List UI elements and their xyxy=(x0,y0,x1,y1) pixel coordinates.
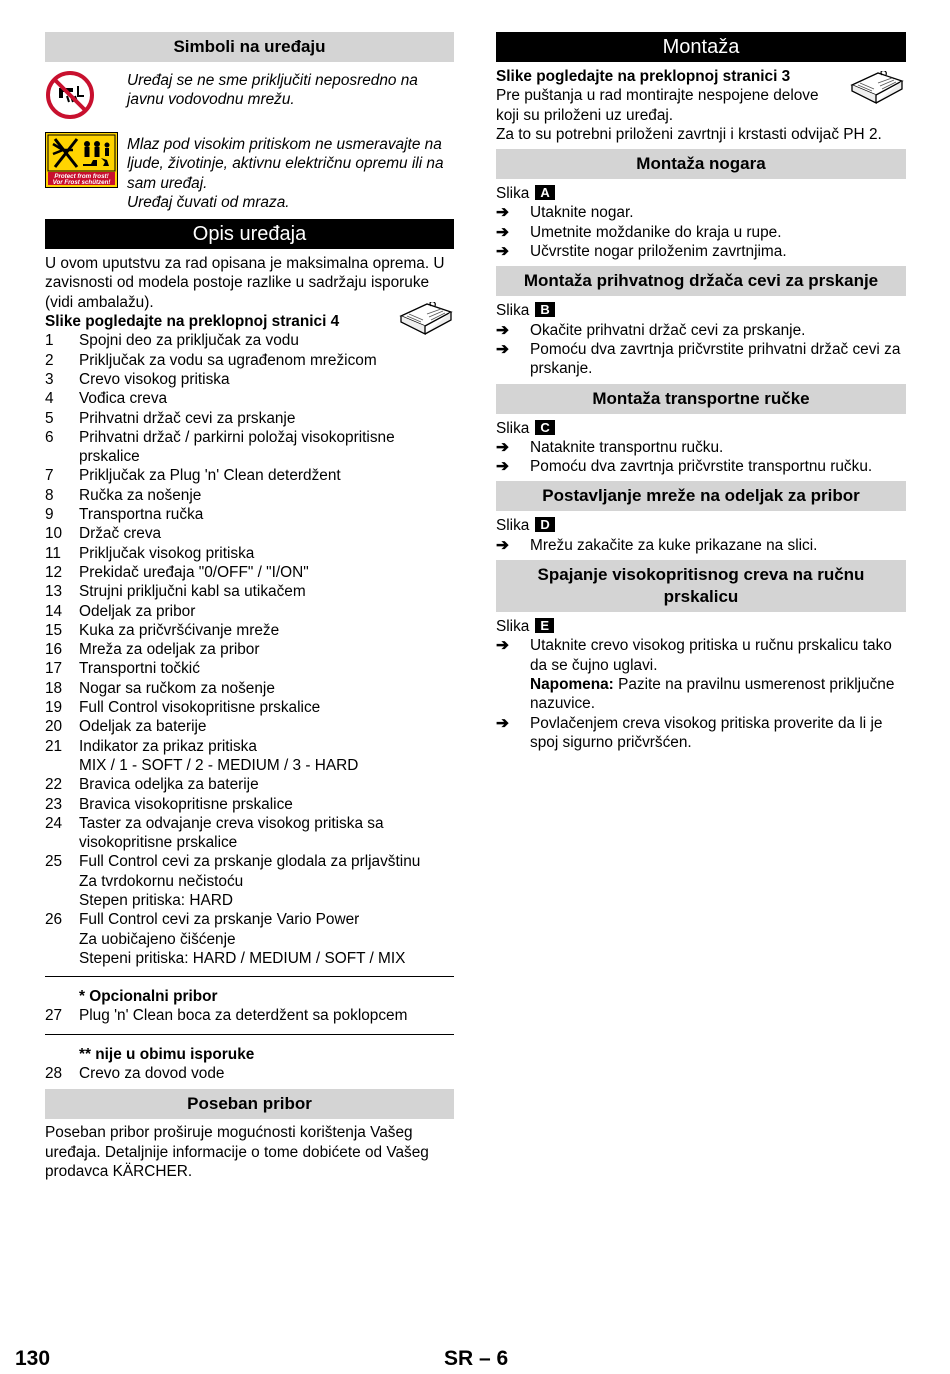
arrow-right-icon: ➔ xyxy=(496,536,509,554)
list-item: ➔ Pomoću dva zavrtnja pričvrstite prihvatni držač cevi za prskanje. xyxy=(496,340,901,378)
list-item: 25 Full Control cevi za prskanje glodala za prljavštinu Za tvrdokornu nečistoću Stepen pritiska: HARD xyxy=(45,853,421,909)
list-item: 21 Indikator za prikaz pritiska MIX / 1 - SOFT / 2 - MEDIUM / 3 - HARD xyxy=(45,737,359,774)
opis-heading: Opis uređaja xyxy=(45,219,454,249)
figure-label-b: B xyxy=(535,302,554,317)
list-item: ➔ Umetnite moždanike do kraja u rupe. xyxy=(496,223,782,241)
poseban-heading: Poseban pribor xyxy=(45,1089,454,1119)
arrow-right-icon: ➔ xyxy=(496,438,509,456)
list-item: 12 Prekidač uređaja "0/OFF" / "I/ON" xyxy=(45,563,309,581)
list-item: 7 Priključak za Plug 'n' Clean deterdžent xyxy=(45,467,341,485)
list-item: 24 Taster za odvajanje creva visokog pritiska sa visokopritisne prskalice xyxy=(45,814,384,852)
figure-ref-d: Slika D xyxy=(496,516,906,535)
optional-accessories-heading: * Opcionalni pribor xyxy=(79,988,218,1006)
list-item: 20 Odeljak za baterije xyxy=(45,718,207,736)
list-item: 9 Transportna ručka xyxy=(45,506,204,524)
divider xyxy=(45,1034,454,1035)
list-item: 10 Držač creva xyxy=(45,525,162,543)
page-number: 130 xyxy=(15,1347,51,1370)
symbol-no-water-mains xyxy=(45,71,454,123)
list-item: 1 Spojni deo za priključak za vodu xyxy=(45,332,299,350)
list-item: ➔ Pomoću dva zavrtnja pričvrstite transportnu ručku. xyxy=(496,458,873,476)
rucka-heading: Montaža transportne ručke xyxy=(496,384,906,414)
no-direct-water-connection-icon xyxy=(45,70,95,120)
opis-figure-ref xyxy=(45,312,454,331)
list-item: 2 Priključak za vodu sa ugrađenom mrežicom xyxy=(45,351,377,369)
symbol-high-pressure-warning xyxy=(45,135,454,212)
drzac-heading: Montaža prihvatnog držača cevi za prskanje xyxy=(496,266,906,296)
figure-label-c: C xyxy=(535,420,554,435)
figure-ref-a: Slika A xyxy=(496,184,906,203)
list-item: 13 Strujni priključni kabl sa utikačem xyxy=(45,583,306,601)
list-item: ➔ Mrežu zakačite za kuke prikazane na slici. xyxy=(496,536,818,554)
note: Napomena: Pazite na pravilnu usmerenost priključne nazuvice. xyxy=(530,675,895,713)
list-item: 18 Nogar sa ručkom za nošenje xyxy=(45,679,275,697)
symbol1-text: Uređaj se ne sme priključiti neposredno na javnu vodovodnu mrežu. xyxy=(127,72,418,109)
list-item: ➔ Učvrstite nogar priloženim zavrtnjima. xyxy=(496,243,787,261)
figure-ref-e: Slika E xyxy=(496,617,906,636)
figure-label-a: A xyxy=(535,185,554,200)
mreza-heading: Postavljanje mreže na odeljak za pribor xyxy=(496,481,906,511)
list-item: 28 Crevo za dovod vode xyxy=(45,1065,225,1083)
arrow-right-icon: ➔ xyxy=(496,458,509,476)
list-item: 16 Mreža za odeljak za pribor xyxy=(45,641,260,659)
arrow-right-icon: ➔ xyxy=(496,321,509,339)
frost-label-en: Protect from frost! xyxy=(54,173,109,180)
arrow-right-icon: ➔ xyxy=(496,340,509,358)
divider xyxy=(45,976,454,977)
list-item: 27 Plug 'n' Clean boca za deterdžent sa poklopcem xyxy=(45,1007,408,1025)
arrow-right-icon: ➔ xyxy=(496,243,509,261)
figure-ref-b: Slika B xyxy=(496,301,906,320)
montaza-heading: Montaža xyxy=(496,32,906,62)
open-book-icon xyxy=(848,71,906,107)
list-item: 26 Full Control cevi za prskanje Vario Power Za uobičajeno čišćenje Stepeni pritiska: HARD / MEDIUM / SOFT / MIX xyxy=(45,911,406,967)
list-item: ➔ Povlačenjem creva visokog pritiska proverite da li je spoj sigurno pričvršćen. xyxy=(496,714,883,751)
list-item: 15 Kuka za pričvršćivanje mreže xyxy=(45,621,280,639)
opis-bold-line: Slike pogledajte na preklopnoj stranici 4 xyxy=(45,313,340,331)
list-item: ➔ Nataknite transportnu ručku. xyxy=(496,438,724,456)
parts-list xyxy=(45,331,454,968)
list-item: 23 Bravica visokopritisne prskalice xyxy=(45,795,293,813)
figure-label-d: D xyxy=(535,517,554,532)
list-item: 22 Bravica odeljka za baterije xyxy=(45,776,259,794)
symbols-heading: Simboli na uređaju xyxy=(45,32,454,62)
arrow-right-icon: ➔ xyxy=(496,714,509,732)
list-item: 11 Priključak visokog pritiska xyxy=(45,544,255,562)
list-item: ➔ Utaknite nogar. xyxy=(496,204,634,222)
right-column xyxy=(496,32,906,752)
opis-paragraph: U ovom uputstvu za rad opisana je maksimalna oprema. U zavisnosti od modela postoje razlike u sadržaju isporuke (vidi ambalažu). xyxy=(45,255,445,311)
note-label: Napomena: xyxy=(530,675,614,693)
arrow-right-icon: ➔ xyxy=(496,223,509,241)
arrow-right-icon: ➔ xyxy=(496,637,509,655)
montaza-intro xyxy=(496,67,906,144)
frost-label-de: Vor Frost schützen! xyxy=(52,179,111,186)
list-item: 8 Ručka za nošenje xyxy=(45,486,202,504)
list-item: 5 Prihvatni držač cevi za prskanje xyxy=(45,409,296,427)
list-item: 17 Transportni točkić xyxy=(45,660,200,678)
list-item: 4 Vođica creva xyxy=(45,390,168,408)
list-item: 14 Odeljak za pribor xyxy=(45,602,196,620)
arrow-right-icon: ➔ xyxy=(496,204,509,222)
list-item: 6 Prihvatni držač / parkirni položaj visokopritisne prskalice xyxy=(45,428,395,466)
symbol2-text: Mlaz pod visokim pritiskom ne usmeravajte na ljude, životinje, aktivnu električnu opremu ili na sam uređaj. xyxy=(127,136,444,192)
not-included-heading: ** nije u obimu isporuke xyxy=(79,1045,255,1063)
montaza-para1: Pre puštanja u rad montirajte nespojene delove koji su priloženi uz uređaj. xyxy=(496,87,819,124)
montaza-bold-line: Slike pogledajte na preklopnoj stranici 3 xyxy=(496,68,791,85)
figure-ref-c: Slika C xyxy=(496,419,906,438)
crevo-heading: Spajanje visokopritisnog creva na ručnu prskalicu xyxy=(496,560,906,612)
list-item: 3 Crevo visokog pritiska xyxy=(45,370,230,388)
left-column xyxy=(45,32,454,1181)
list-item: ➔ Utaknite crevo visokog pritiska u ručnu prskalicu tako da se čujno uglavi. Napomena: Pazite na pravilnu usmerenost priključne nazuvice. xyxy=(496,636,906,713)
montaza-para2: Za to su potrebni priloženi zavrtnji i krstasti odvijač PH 2. xyxy=(496,125,882,143)
nogara-heading: Montaža nogara xyxy=(496,149,906,179)
high-pressure-jet-warning-icon xyxy=(45,132,118,188)
symbol2-text-frost: Uređaj čuvati od mraza. xyxy=(127,193,290,211)
figure-label-e: E xyxy=(535,618,554,633)
list-item: ➔ Okačite prihvatni držač cevi za prskanje. xyxy=(496,321,806,339)
poseban-paragraph: Poseban pribor proširuje mogućnosti korištenja Vašeg uređaja. Detaljnije informacije o tome dobićete od Vašeg prodavca KÄRCHER. xyxy=(45,1124,429,1180)
list-item: 19 Full Control visokopritisne prskalice xyxy=(45,699,321,717)
page-code: SR – 6 xyxy=(444,1347,509,1370)
